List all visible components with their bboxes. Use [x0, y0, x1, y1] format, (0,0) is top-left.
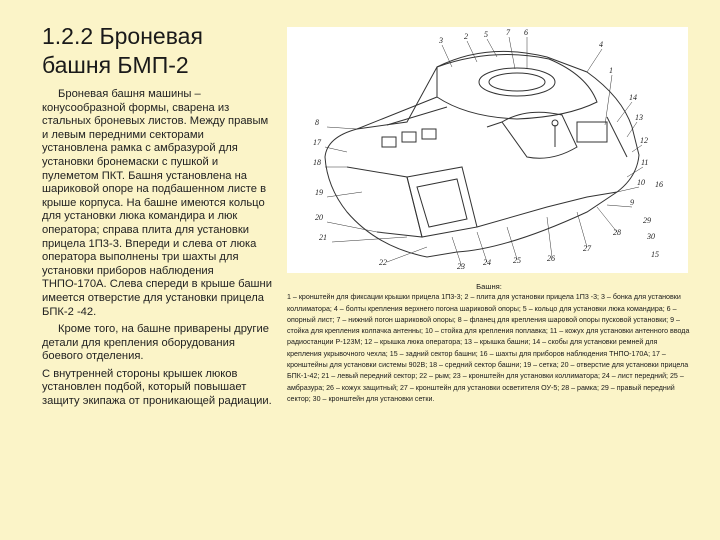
- body-text: [42, 88, 272, 409]
- caption-title: Башня:: [476, 282, 502, 291]
- callout-5: 5: [484, 30, 488, 39]
- paragraph-2: Кроме того, на башне приварены другие детали для крепления оборудования боевого отделения.: [42, 323, 269, 363]
- commander-hatch-inner: [489, 73, 545, 91]
- caption-text: 1 – кронштейн для фиксации крышки прицела 1П3-3; 2 – плита для установки прицела 1П3 -3; 3 – бонка для установки коллиматора; 4 – болты крепления верхнего погона шариковой опоры; 5 – кольцо для установки люка командира; 6 – опорный лист; 7 – нижний погон шариковой опоры; 8 – фланец для крепления шаровой опоры пусковой установки; 9 – стойка для крепления колпачка антенны; 10 – стойка для крепления поплавка; 11 – кожух для установки антенного ввода радиостанции Р-123М; 12 – крышка люка оператора; 13 – крышка башни; 14 – скобы для установки ремней для крепления укрывочного чехла; 15 – задний сектор башни; 16 – шахты для приборов наблюдения ТНПО-170А; 17 – кронштейны для установки системы 902В; 18 – средний сектор башни; 19 – сетка; 20 – отверстие для установки прицела БПК-1-42; 21 – левый передний сектор; 22 – рым; 23 – кронштейн для установки коллиматора; 24 – лист передний; 25 – амбразура; 26 – кожух защитный; 27 – кронштейн для установки осветителя ОУ-5; 28 – рамка; 29 – правый передний сектор; 30 – кронштейн для установки сетки.: [287, 293, 690, 403]
- figure-caption: [287, 281, 691, 405]
- callout-21: 21: [319, 233, 327, 242]
- right-front-sector: [477, 192, 617, 227]
- callout-22: 22: [379, 258, 387, 267]
- callout-9: 9: [630, 198, 634, 207]
- callout-14: 14: [629, 93, 637, 102]
- callout-29: 29: [643, 216, 651, 225]
- callout-10: 10: [637, 178, 645, 187]
- callout-3: 3: [439, 36, 443, 45]
- sight-plate: [577, 122, 607, 142]
- callout-28: 28: [613, 228, 621, 237]
- callout-1: 1: [609, 66, 613, 75]
- surface-lines: [357, 97, 627, 157]
- callout-17: 17: [313, 138, 321, 147]
- callout-15: 15: [651, 250, 659, 259]
- callout-13: 13: [635, 113, 643, 122]
- callout-23: 23: [457, 262, 465, 271]
- callout-4: 4: [599, 40, 603, 49]
- callout-8: 8: [315, 118, 319, 127]
- observation-shaft-3: [422, 129, 436, 139]
- callout-27: 27: [583, 244, 591, 253]
- callout-30: 30: [647, 232, 655, 241]
- embrasure-frame: [407, 167, 477, 237]
- paragraph-1-bold: Броневая башня: [58, 88, 145, 100]
- slide-title: [42, 22, 282, 80]
- callout-19: 19: [315, 188, 323, 197]
- callout-24: 24: [483, 258, 491, 267]
- callout-labels: [313, 28, 663, 271]
- callout-16: 16: [655, 180, 663, 189]
- callout-26: 26: [547, 254, 555, 263]
- callout-12: 12: [640, 136, 648, 145]
- title-line-1: 1.2.2 Броневая: [42, 23, 203, 49]
- embrasure: [417, 179, 467, 227]
- commander-hatch-ring: [479, 68, 555, 96]
- callout-7: 7: [506, 28, 510, 37]
- paragraph-1: [42, 88, 272, 319]
- turret-dome: [437, 55, 597, 120]
- turret-drawing: [287, 27, 688, 273]
- observation-shaft-2: [402, 132, 416, 142]
- callout-18: 18: [313, 158, 321, 167]
- callout-2: 2: [464, 32, 468, 41]
- left-front-sector: [347, 167, 422, 237]
- paragraph-1-text: машины – конусообразной формы, сварена из стальных броневых листов. Между правым и левым передними секторами установлена рамка с амбразурой для установки бронемаски с пушкой и пулеметом ПКТ. Башня установлена на шариковой опоре на подбашенном листе в крыше корпуса. На башне имеются кольцо для установки люка командира и люк оператора; справа плита для установки прицела 1П3-3. Впереди и слева от люка оператора выполнены три шахты для установки приборов наблюдения ТНПО-170А. Слева спереди в крыше башни имеется отверстие для установки прицела БПК-2 -42.: [42, 88, 272, 318]
- turret-drawing-svg: [287, 27, 688, 273]
- paragraph-3: С внутренней стороны крышек люков установлен подбой, который повышает защиту экипажа от проникающей радиации.: [42, 367, 272, 408]
- turret-outline: [325, 51, 639, 257]
- title-line-2: башня БМП-2: [42, 52, 189, 78]
- callout-20: 20: [315, 213, 323, 222]
- leader-lines: [325, 37, 643, 267]
- observation-shaft-1: [382, 137, 396, 147]
- callout-11: 11: [641, 158, 649, 167]
- callout-6: 6: [524, 28, 528, 37]
- callout-25: 25: [513, 256, 521, 265]
